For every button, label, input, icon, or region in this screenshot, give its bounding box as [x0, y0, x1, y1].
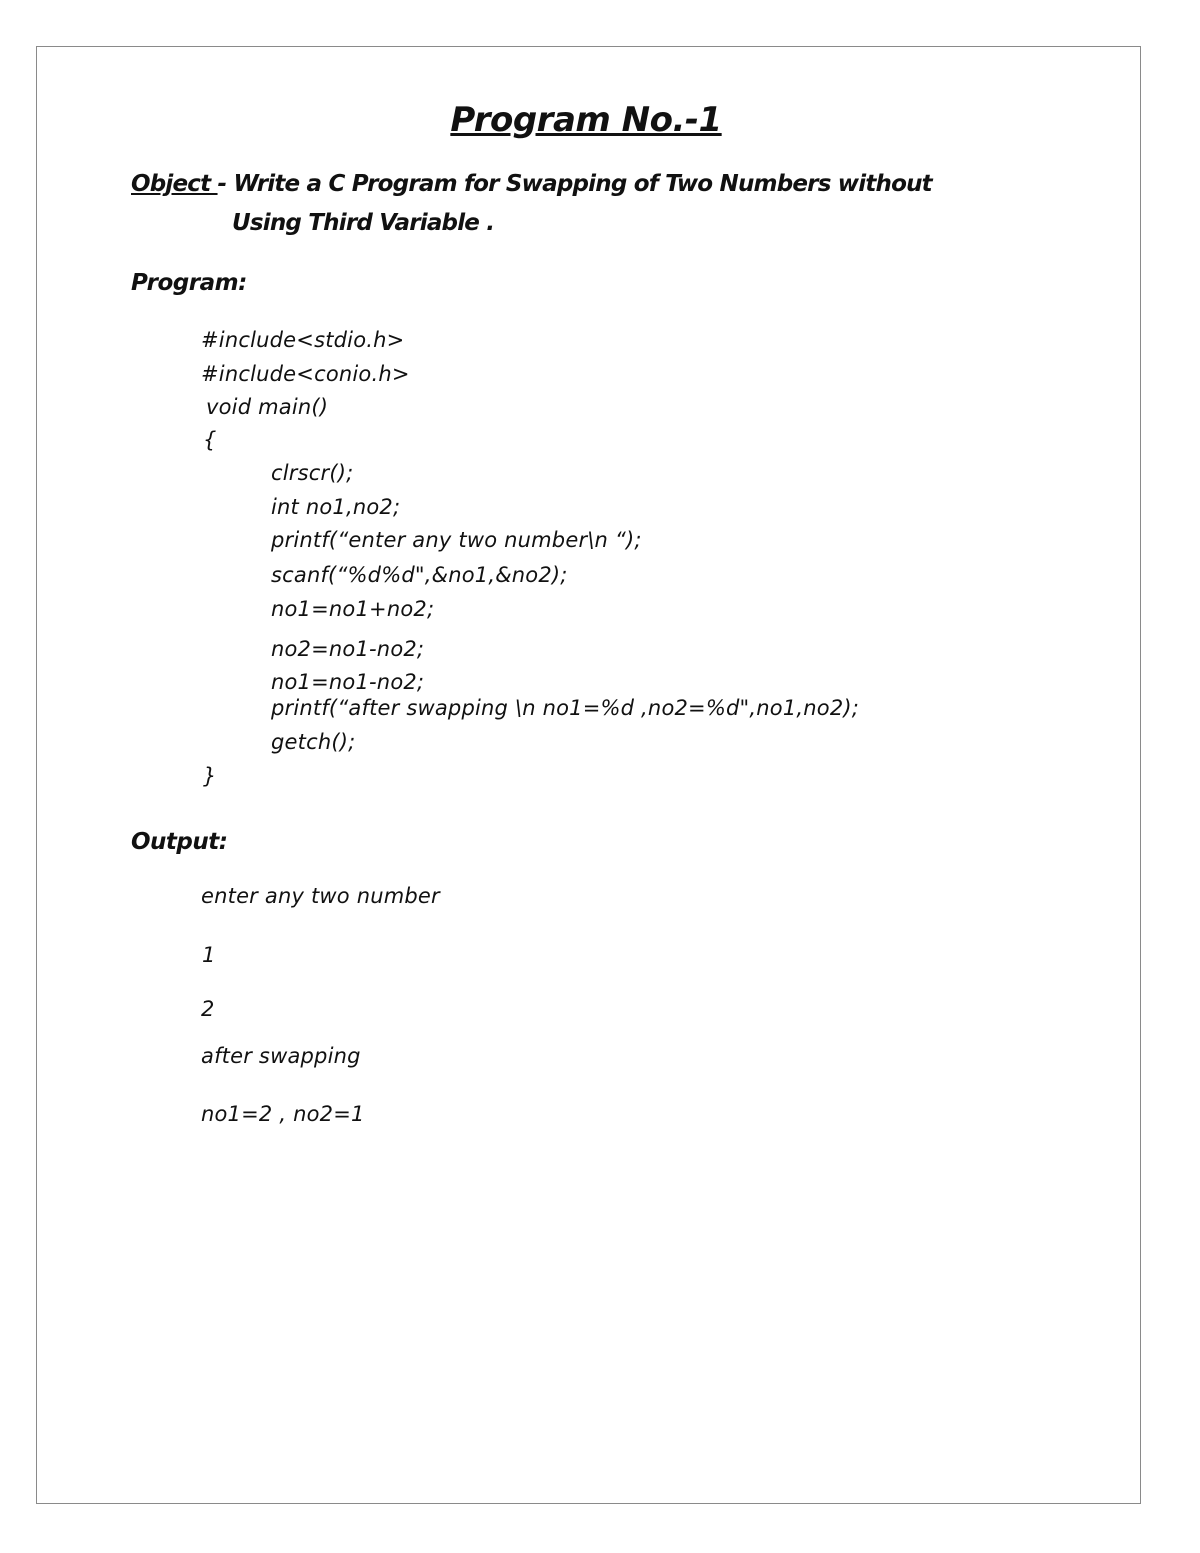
code-line: getch();: [271, 730, 356, 754]
object-text-line1: - Write a C Program for Swapping of Two Numbers without: [217, 171, 932, 197]
code-line: #include<stdio.h>: [201, 328, 405, 352]
object-statement-line1: [131, 171, 932, 197]
code-line: int no1,no2;: [271, 495, 401, 519]
output-line: no1=2 , no2=1: [201, 1102, 365, 1126]
object-label: Object: [131, 171, 218, 197]
object-text-line2: Using Third Variable .: [232, 210, 495, 236]
code-line: scanf(“%d%d",&no1,&no2);: [271, 563, 568, 587]
output-line: enter any two number: [201, 884, 440, 908]
program-heading: Program:: [131, 270, 247, 296]
code-line: {: [203, 428, 217, 452]
code-line: printf(“after swapping \n no1=%d ,no2=%d",no1,no2);: [271, 696, 860, 720]
output-line: after swapping: [201, 1044, 361, 1068]
page-border: [36, 46, 1141, 1504]
code-line: #include<conio.h>: [201, 362, 410, 386]
output-heading: Output:: [131, 829, 228, 855]
code-line: no1=no1+no2;: [271, 597, 435, 621]
page-title: Program No.-1: [450, 100, 722, 140]
output-line: 2: [201, 997, 215, 1021]
code-line: no2=no1-no2;: [271, 637, 425, 661]
code-line: clrscr();: [271, 461, 354, 485]
code-line: no1=no1-no2;: [271, 670, 425, 694]
code-line: }: [203, 764, 217, 788]
code-line: void main(): [206, 395, 329, 419]
output-line: 1: [202, 943, 216, 967]
code-line: printf(“enter any two number\n “);: [271, 528, 642, 552]
